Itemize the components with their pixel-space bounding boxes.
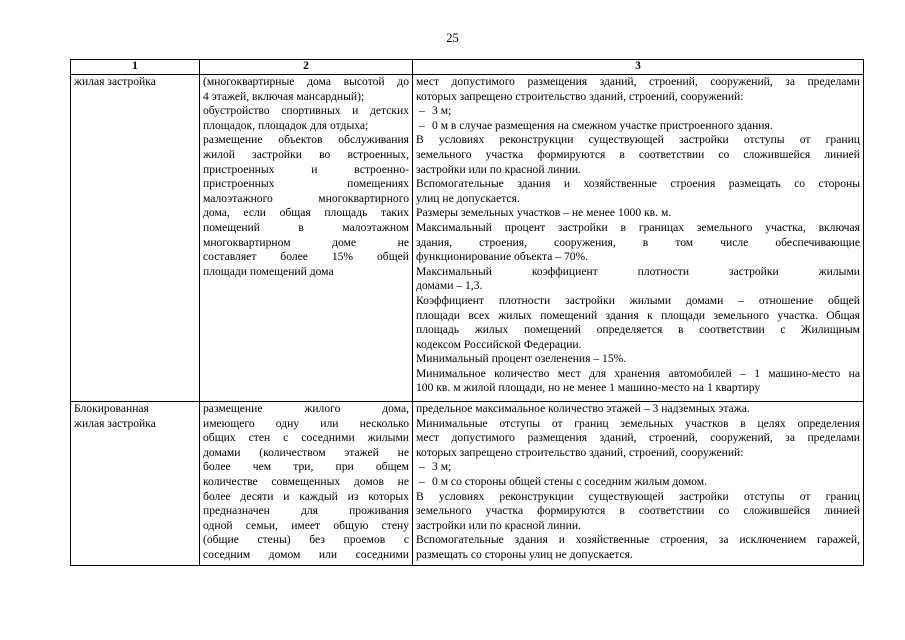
text-line: земельного участка формируются в соответствии со сложившейся линией <box>416 147 860 161</box>
table-cell-col3 <box>413 402 864 566</box>
table-cell-col1 <box>71 75 200 402</box>
text-line: соседним домом или соседними <box>203 547 409 561</box>
text-line: домами (количеством этажей не <box>203 445 409 459</box>
text-line: застройки или по красной линии. <box>416 518 581 532</box>
text-line: площади помещений дома <box>203 264 334 278</box>
cell-text <box>416 75 860 396</box>
text-line: (общие стены) без проемов с <box>203 533 409 547</box>
text-line: количестве совмещенных домов не <box>203 474 409 488</box>
text-line: застройки или по красной линии. <box>416 162 581 176</box>
list-item-text: 0 м со стороны общей стены с соседним жилым домом. <box>432 474 707 488</box>
text-line: В условиях реконструкции существующей застройки отступы от границ <box>416 489 860 503</box>
text-line: дома, если общая площадь таких <box>203 206 409 220</box>
text-line: функционирование объекта – 70%. <box>416 250 589 264</box>
cell-text <box>74 75 196 90</box>
page-number: 25 <box>446 31 459 45</box>
text-line: которых запрещено строительство зданий, строений, сооружений: <box>416 89 744 103</box>
text-line: размещать со стороны улиц не допускается. <box>416 547 633 561</box>
text-line: улиц не допускается. <box>416 191 520 205</box>
text-line: площади всех жилых помещений здания к площади земельного участка. Общая <box>416 308 860 322</box>
text-line: предназначен для проживания <box>203 504 409 518</box>
text-line: мест допустимого размещения зданий, строений, сооружений, за пределами <box>416 75 860 88</box>
table-header-row <box>71 60 864 75</box>
list-dash: – <box>419 474 425 488</box>
text-line: Минимальный процент озеленения – 15%. <box>416 352 627 366</box>
text-line: общих стен с соседними жилыми <box>203 431 409 445</box>
list-item-text: 3 м; <box>432 460 452 474</box>
text-line: обустройство спортивных и детских <box>203 104 409 118</box>
table-cell-col2 <box>200 75 413 402</box>
text-line <box>416 475 860 490</box>
text-line <box>416 119 860 134</box>
text-line: жилой застройки во встроенных, <box>203 147 409 161</box>
cell-text <box>203 75 409 279</box>
text-line: Максимальный процент застройки в границах земельного участка, включая <box>416 220 860 234</box>
text-line: В условиях реконструкции существующей застройки отступы от границ <box>416 133 860 147</box>
list-item-text: 0 м в случае размещения на смежном участке пристроенного здания. <box>432 118 773 132</box>
text-line: многоквартирном доме не <box>203 235 409 249</box>
zoning-table <box>70 59 864 566</box>
text-line: размещение объектов обслуживания <box>203 133 409 147</box>
text-line: Вспомогательные здания и хозяйственные строения, за исключением гаражей, <box>416 533 860 547</box>
table-cell-col1 <box>71 402 200 566</box>
list-dash: – <box>419 118 425 132</box>
table-row <box>71 402 864 566</box>
text-line: жилая застройка <box>74 416 156 430</box>
table-row <box>71 75 864 402</box>
cell-text <box>416 402 860 563</box>
text-line: Минимальное количество мест для хранения автомобилей – 1 машино-место на <box>416 366 860 380</box>
text-line: жилая застройка <box>74 75 156 88</box>
text-line: земельного участка формируются в соответствии со сложившейся линией <box>416 504 860 518</box>
table-cell-col2 <box>200 402 413 566</box>
text-line <box>416 460 860 475</box>
column-header-1: 1 <box>71 60 200 75</box>
list-dash: – <box>419 460 425 474</box>
text-line: кодексом Российской Федерации. <box>416 337 582 351</box>
text-line: более десяти и каждый из которых <box>203 489 409 503</box>
text-line: одной семьи, имеет общую стену <box>203 518 409 532</box>
text-line: помещений в малоэтажном <box>203 220 409 234</box>
text-line: 4 этажей, включая мансардный); <box>203 89 365 103</box>
column-header-2: 2 <box>200 60 413 75</box>
text-line: составляет более 15% общей <box>203 250 409 264</box>
text-line: 100 кв. м жилой площади, но не менее 1 машино-место на 1 квартиру <box>416 381 761 395</box>
text-line: Вспомогательные здания и хозяйственные строения размещать со стороны <box>416 177 860 191</box>
text-line: домами – 1,3. <box>416 279 483 293</box>
table-cell-col3 <box>413 75 864 402</box>
list-item-text: 3 м; <box>432 104 452 118</box>
list-dash: – <box>419 104 425 118</box>
text-line: малоэтажного многоквартирного <box>203 191 409 205</box>
text-line: размещение жилого дома, <box>203 402 409 415</box>
text-line: Максимальный коэффициент плотности застройки жилыми <box>416 264 860 278</box>
text-line: Размеры земельных участков – не менее 1000 кв. м. <box>416 206 672 220</box>
text-line <box>416 104 860 119</box>
text-line: более чем три, при общем <box>203 460 409 474</box>
text-line: имеющего одну или несколько <box>203 416 409 430</box>
text-line: Коэффициент плотности застройки жилыми домами – отношение общей <box>416 293 860 307</box>
text-line: площадь жилых помещений определяется в соответствии с Жилищным <box>416 323 860 337</box>
column-header-3: 3 <box>413 60 864 75</box>
cell-text <box>203 402 409 563</box>
text-line: пристроенных помещениях <box>203 177 409 191</box>
text-line: мест допустимого размещения зданий, строений, сооружений, за пределами <box>416 431 860 445</box>
text-line: Блокированная <box>74 402 149 415</box>
text-line: (многоквартирные дома высотой до <box>203 75 409 88</box>
text-line: предельное максимальное количество этажей – 3 надземных этажа. <box>416 402 750 415</box>
cell-text <box>74 402 196 431</box>
text-line: Минимальные отступы от границ земельных участков в целях определения <box>416 416 860 430</box>
text-line: пристроенных и встроенно- <box>203 162 409 176</box>
text-line: площадок, площадок для отдыха; <box>203 118 369 132</box>
text-line: здания, строения, сооружения, в том числе обеспечивающие <box>416 235 860 249</box>
text-line: которых запрещено строительство зданий, строений, сооружений: <box>416 445 744 459</box>
